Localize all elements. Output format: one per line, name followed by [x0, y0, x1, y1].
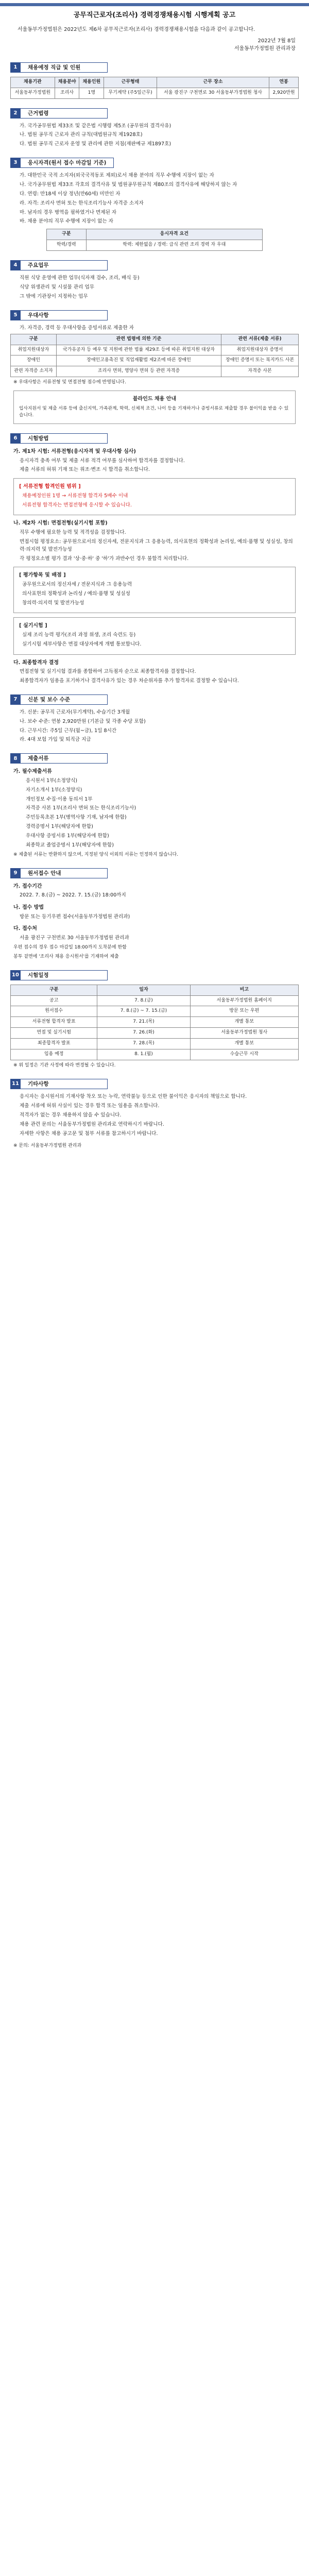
preference-table-header: 관련 법령에 의한 기준 — [56, 334, 221, 345]
preference-table-cell: 취업지원대상자 증명서 — [221, 345, 299, 355]
intro-text: 서울동부가정법원은 2022년도 제6차 공무직근로자(조리사) 경력경쟁채용시험을 다음과 같이 공고합니다. — [18, 27, 255, 33]
schedule-table-row — [11, 1039, 299, 1049]
positions-header: 근무형태 — [104, 77, 157, 88]
schedule-table-cell: 최종합격자 발표 — [11, 1039, 97, 1049]
document-pass-box: [ 서류전형 합격인원 범위 ] 채용예정인원 1명 → 서류전형 합격자 5배수 이내 서류전형 합격자는 면접전형에 응시할 수 있습니다. — [13, 478, 296, 515]
document-item: 주민등록초본 1부(병역사항 기재, 남자에 한함) — [26, 815, 127, 821]
positions-header: 채용분야 — [55, 77, 79, 88]
section-8-header: 8 제출서류 — [10, 753, 299, 764]
exam-line: 면접전형 및 실기시험 결과를 종합하여 고득점자 순으로 최종합격자를 결정합니다. — [20, 669, 196, 675]
preference-table-cell: 장애인 — [11, 355, 57, 366]
schedule-table-cell: 개별 통보 — [190, 1039, 298, 1049]
page-title: 공무직근로자(조리사) 경력경쟁채용시험 시행계획 공고 — [73, 11, 236, 19]
schedule-table-cell: 수습근무 시작 — [190, 1049, 298, 1060]
positions-cell: 서울동부가정법원 — [11, 88, 55, 98]
duty-item: 식당 위생관리 및 시설물 관리 업무 — [20, 284, 94, 290]
other-note-item: 응시자는 응시원서의 기재사항 착오 또는 누락, 연락불능 등으로 인한 불이익은 응시자의 책임으로 합니다. — [20, 1094, 247, 1100]
practical-box: [ 실기시험 ] 실제 조리 능력 평가(조리 과정 위생, 조리 숙련도 등) 실기시험 세부사항은 면접 대상자에게 개별 통보합니다. — [13, 617, 296, 654]
schedule-table-cell: 7. 28.(목) — [97, 1039, 190, 1049]
practical-line: 실제 조리 능력 평가(조리 과정 위생, 조리 숙련도 등) — [22, 632, 136, 638]
preference-table-row — [11, 355, 299, 366]
document-pass-line: 서류전형 합격자는 면접전형에 응시할 수 있습니다. — [22, 502, 132, 508]
notice-org: 서울동부가정법원 관리과장 — [234, 46, 296, 52]
preference-note: ※ 우대사항은 서류전형 및 면접전형 점수에 반영됩니다. — [13, 380, 126, 385]
apply-method: 방문 또는 등기우편 접수(서울동부가정법원 관리과) — [20, 913, 130, 920]
documents-list — [10, 777, 299, 850]
status-pay-item: 나. 보수 수준: 연봉 2,920만원 (기본급 및 각종 수당 포함) — [20, 718, 146, 724]
other-notes — [10, 1093, 299, 1138]
document-pass-line: 채용예정인원 1명 → 서류전형 합격자 5배수 이내 — [22, 493, 128, 499]
exam-sub-3-lines — [10, 668, 299, 685]
status-pay-list — [10, 709, 299, 744]
exam-sub-1: 가. 제1차 시험: 서류전형(응시자격 및 우대사항 심사) — [13, 449, 136, 454]
document-item: 경력증명서 1부(해당자에 한함) — [26, 824, 93, 830]
schedule-note: ※ 위 일정은 기관 사정에 따라 변경될 수 있습니다. — [13, 1063, 116, 1069]
section-4-header: 4 주요업무 — [10, 260, 299, 270]
apply-place-title: 다. 접수처 — [13, 926, 37, 932]
eligibility-item: 마. 남자의 경우 병역을 필하였거나 면제된 자 — [20, 209, 117, 215]
positions-cell: 2,920만원 — [269, 88, 299, 98]
preference-table-cell: 자격증 사본 — [221, 366, 299, 377]
positions-table — [10, 77, 299, 99]
preference-table — [10, 334, 299, 378]
practical-line: 실기시험 세부사항은 면접 대상자에게 개별 통보합니다. — [22, 641, 142, 647]
schedule-table-cell: 서류전형 합격자 발표 — [11, 1017, 97, 1028]
document-item: 자기소개서 1부(소정양식) — [26, 787, 82, 793]
documents-sub: 가. 필수제출서류 — [13, 769, 52, 775]
apply-notes — [10, 944, 299, 961]
preference-table-cell: 조리사 면허, 영양사 면허 등 관련 자격증 — [56, 366, 221, 377]
schedule-table-cell: 7. 26.(화) — [97, 1028, 190, 1039]
schedule-table-cell: 8. 1.(월) — [97, 1049, 190, 1060]
document-item: 응시원서 1부(소정양식) — [26, 777, 78, 784]
schedule-table-cell: 서울동부가정법원 청사 — [190, 1028, 298, 1039]
positions-header: 채용인원 — [79, 77, 104, 88]
schedule-table-header: 일자 — [97, 985, 190, 995]
exam-line: 각 평정요소별 평가 결과 '상·중·하' 중 '하'가 과반수인 경우 불합격 처리합니다. — [20, 555, 189, 562]
schedule-table-cell: 공고 — [11, 995, 97, 1006]
apply-note-item: 봉투 겉면에 '조리사 채용 응시원서'를 기재하여 제출 — [13, 954, 119, 959]
exam-sub-2-lines — [10, 529, 299, 563]
preference-table-row — [11, 345, 299, 355]
apply-method-title: 나. 접수 방법 — [13, 905, 44, 910]
positions-cell: 무기계약 (주5일근무) — [104, 88, 157, 98]
section-3-header: 3 응시자격(원서 접수 마감일 기준) — [10, 158, 299, 168]
section-11-header: 11 기타사항 — [10, 1079, 299, 1089]
eligibility-item: 바. 채용 분야의 직무 수행에 지장이 없는 자 — [20, 218, 113, 225]
preference-list — [10, 325, 299, 332]
exam-line: 직무 수행에 필요한 능력 및 적격성을 검정합니다. — [20, 529, 126, 535]
schedule-table-cell: 임용 예정 — [11, 1049, 97, 1060]
exam-sub-3: 다. 최종합격자 결정 — [13, 659, 59, 666]
duty-item: 직원 식당 운영에 관한 업무(식자재 검수, 조리, 배식 등) — [20, 275, 140, 281]
top-bar — [0, 3, 309, 6]
section-2-header: 2 근거법령 — [10, 108, 299, 118]
eligibility-item: 다. 연령: 만18세 이상 정년(만60세) 미만인 자 — [20, 191, 121, 197]
notice-page — [10, 0, 299, 1150]
contact-footer: ※ 문의: 서울동부가정법원 관리과 — [13, 1143, 82, 1149]
positions-cell: 조리사 — [55, 88, 79, 98]
schedule-table-cell: 원서접수 — [11, 1006, 97, 1017]
legal-basis-list — [10, 123, 299, 149]
evaluation-line: 의사표현의 정확성과 논리성 / 예의·품행 및 성실성 — [22, 590, 130, 597]
exam-line: 제출 서류의 허위 기재 또는 위조·변조 시 합격을 취소합니다. — [20, 467, 150, 473]
exam-line: 응시자격 충족 여부 및 제출 서류 적격 여부를 심사하여 합격자를 결정합니다. — [20, 457, 185, 464]
other-note-item: 채용 관련 문의는 서울동부가정법원 관리과로 연락하시기 바랍니다. — [20, 1121, 164, 1127]
document-item: 개인정보 수집·이용 동의서 1부 — [26, 796, 93, 802]
status-pay-item: 라. 4대 보험 가입 및 퇴직금 지급 — [20, 737, 91, 743]
duties-list — [10, 275, 299, 301]
schedule-table — [10, 985, 299, 1061]
evaluation-line: 창의력·의지력 및 발전가능성 — [22, 600, 84, 606]
eligibility-item: 가. 대한민국 국적 소지자(외국국적동포 제외)로서 채용 분야의 직무 수행에 지장이 없는 자 — [20, 173, 214, 179]
section-7-header: 7 신분 및 보수 수준 — [10, 694, 299, 705]
apply-note-item: 우편 접수의 경우 접수 마감일 18:00까지 도착분에 한함 — [13, 944, 127, 950]
section-9-header: 9 원서접수 안내 — [10, 868, 299, 878]
qualification-table — [46, 229, 263, 251]
schedule-table-cell: 개별 통보 — [190, 1017, 298, 1028]
schedule-table-header: 비고 — [190, 985, 298, 995]
positions-cell: 1명 — [79, 88, 104, 98]
schedule-table-row — [11, 1028, 299, 1039]
schedule-table-cell: 7. 21.(목) — [97, 1017, 190, 1028]
status-pay-item: 다. 근무시간: 주5일 근무(월~금), 1일 8시간 — [20, 727, 117, 734]
schedule-table-cell: 서울동부가정법원 홈페이지 — [190, 995, 298, 1006]
evaluation-lines — [19, 581, 290, 607]
document-item: 최종학교 졸업증명서 1부(해당자에 한함) — [26, 842, 114, 848]
positions-cell: 서울 광진구 구천면로 30 서울동부가정법원 청사 — [157, 88, 269, 98]
schedule-table-cell: 방문 또는 우편 — [190, 1006, 298, 1017]
preference-item: 가. 자격증, 경력 등 우대사항을 증빙서류로 제출한 자 — [20, 325, 134, 331]
preference-table-row — [11, 366, 299, 377]
preference-table-cell: 관련 자격증 소지자 — [11, 366, 57, 377]
legal-basis-item: 나. 법원 공무직 근로자 관리 규칙(대법원규칙 제1928호) — [20, 132, 143, 138]
notice-date: 2022년 7월 8일 — [258, 38, 296, 44]
positions-header: 연봉 — [269, 77, 299, 88]
schedule-table-cell: 7. 8.(금) ~ 7. 15.(금) — [97, 1006, 190, 1017]
eligibility-item: 나. 국가공무원법 제33조 각호의 결격사유 및 법원공무원규칙 제80조의 결격사유에 해당하지 않는 자 — [20, 181, 237, 188]
preference-table-cell: 국가유공자 등 예우 및 지원에 관한 법률 제29조 등에 따른 취업지원 대상자 — [56, 345, 221, 355]
positions-header: 채용기관 — [11, 77, 55, 88]
exam-line: 최종합격자가 임용을 포기하거나 결격사유가 있는 경우 차순위자를 추가 합격자로 결정할 수 있습니다. — [20, 678, 239, 684]
status-pay-item: 가. 신분: 공무직 근로자(무기계약), 수습기간 3개월 — [20, 709, 130, 715]
qualification-cell: 학력/경력 — [47, 240, 87, 251]
document-item: 우대사항 증빙서류 1부(해당자에 한함) — [26, 833, 109, 839]
exam-line: 면접시험 평정요소: 공무원으로서의 정신자세, 전문지식과 그 응용능력, 의사표현의 정확성과 논리성, 예의·품행 및 성실성, 창의력·의지력 및 발전가능성 — [20, 538, 293, 552]
schedule-table-cell: 7. 8.(금) — [97, 995, 190, 1006]
other-note-item: 적격자가 없는 경우 채용하지 않을 수 있습니다. — [20, 1112, 122, 1118]
documents-note: ※ 제출된 서류는 반환하지 않으며, 지정된 양식 이외의 서류는 인정하지 않습니다. — [13, 852, 179, 857]
qualification-header: 구분 — [47, 229, 87, 240]
schedule-table-cell: 면접 및 실기시험 — [11, 1028, 97, 1039]
section-5-header: 5 우대사항 — [10, 310, 299, 320]
positions-header: 근무 장소 — [157, 77, 269, 88]
section-10-header: 10 시험일정 — [10, 970, 299, 980]
schedule-table-header: 구분 — [11, 985, 97, 995]
eligibility-item: 라. 자격: 조리사 면허 또는 한식조리기능사 자격증 소지자 — [20, 200, 144, 206]
schedule-table-row — [11, 1017, 299, 1028]
exam-sub-1-lines — [10, 457, 299, 474]
preference-table-cell: 장애인고용촉진 및 직업재활법 제2조에 따른 장애인 — [56, 355, 221, 366]
preference-table-header: 관련 서류(제출 서류) — [221, 334, 299, 345]
qualification-cell: 학력: 제한없음 / 경력: 급식 관련 조리 경력 자 우대 — [86, 240, 262, 251]
other-note-item: 자세한 사항은 채용 공고문 및 첨부 서류를 참고하시기 바랍니다. — [20, 1130, 158, 1137]
document-pass-lines — [19, 493, 290, 510]
preference-table-cell: 장애인 증명서 또는 복지카드 사본 — [221, 355, 299, 366]
section-1-header: 1 채용예정 직급 및 인원 — [10, 62, 299, 73]
evaluation-box: [ 평가항목 및 배점 ] 공무원으로서의 정신자세 / 전문지식과 그 응용능력 의사표현의 정확성과 논리성 / 예의·품행 및 성실성 창의력·의지력 및 발전가능성 — [13, 567, 296, 613]
legal-basis-item: 다. 법원 공무직 근로자 운영 및 관리에 관한 지침(재판예규 제1897호) — [20, 141, 171, 147]
schedule-table-row — [11, 995, 299, 1006]
apply-place: 서울 광진구 구천면로 30 서울동부가정법원 관리과 — [20, 935, 129, 941]
other-note-item: 제출 서류에 허위 사실이 있는 경우 합격 또는 임용을 취소합니다. — [20, 1103, 160, 1109]
preference-table-cell: 취업지원대상자 — [11, 345, 57, 355]
qualification-header: 응시자격 요건 — [86, 229, 262, 240]
exam-sub-2: 나. 제2차 시험: 면접전형(실기시험 포함) — [13, 520, 108, 527]
legal-basis-item: 가. 국가공무원법 제33조 및 같은법 시행령 제5조 (공무원의 결격사유) — [20, 123, 171, 129]
document-item: 자격증 사본 1부(조리사 면허 또는 한식조리기능사) — [26, 805, 136, 811]
eligibility-list — [10, 172, 299, 226]
apply-period: 2022. 7. 8.(금) ~ 2022. 7. 15.(금) 18:00까지 — [20, 892, 126, 899]
section-6-header: 6 시험방법 — [10, 433, 299, 444]
blind-hiring-box: 블라인드 채용 안내 입사지원서 및 제출 서류 등에 출신지역, 가족관계, 학력, 신체적 조건, 나이 등을 기재하거나 증빙서류로 제출할 경우 불이익을 받을 수 있습니다. — [13, 391, 296, 424]
schedule-table-row — [11, 1049, 299, 1060]
apply-period-title: 가. 접수기간 — [13, 883, 42, 889]
evaluation-line: 공무원으로서의 정신자세 / 전문지식과 그 응용능력 — [22, 581, 132, 587]
duty-item: 그 밖에 기관장이 지정하는 업무 — [20, 293, 88, 299]
schedule-table-row — [11, 1006, 299, 1017]
practical-lines — [19, 632, 290, 649]
preference-table-header: 구분 — [11, 334, 57, 345]
